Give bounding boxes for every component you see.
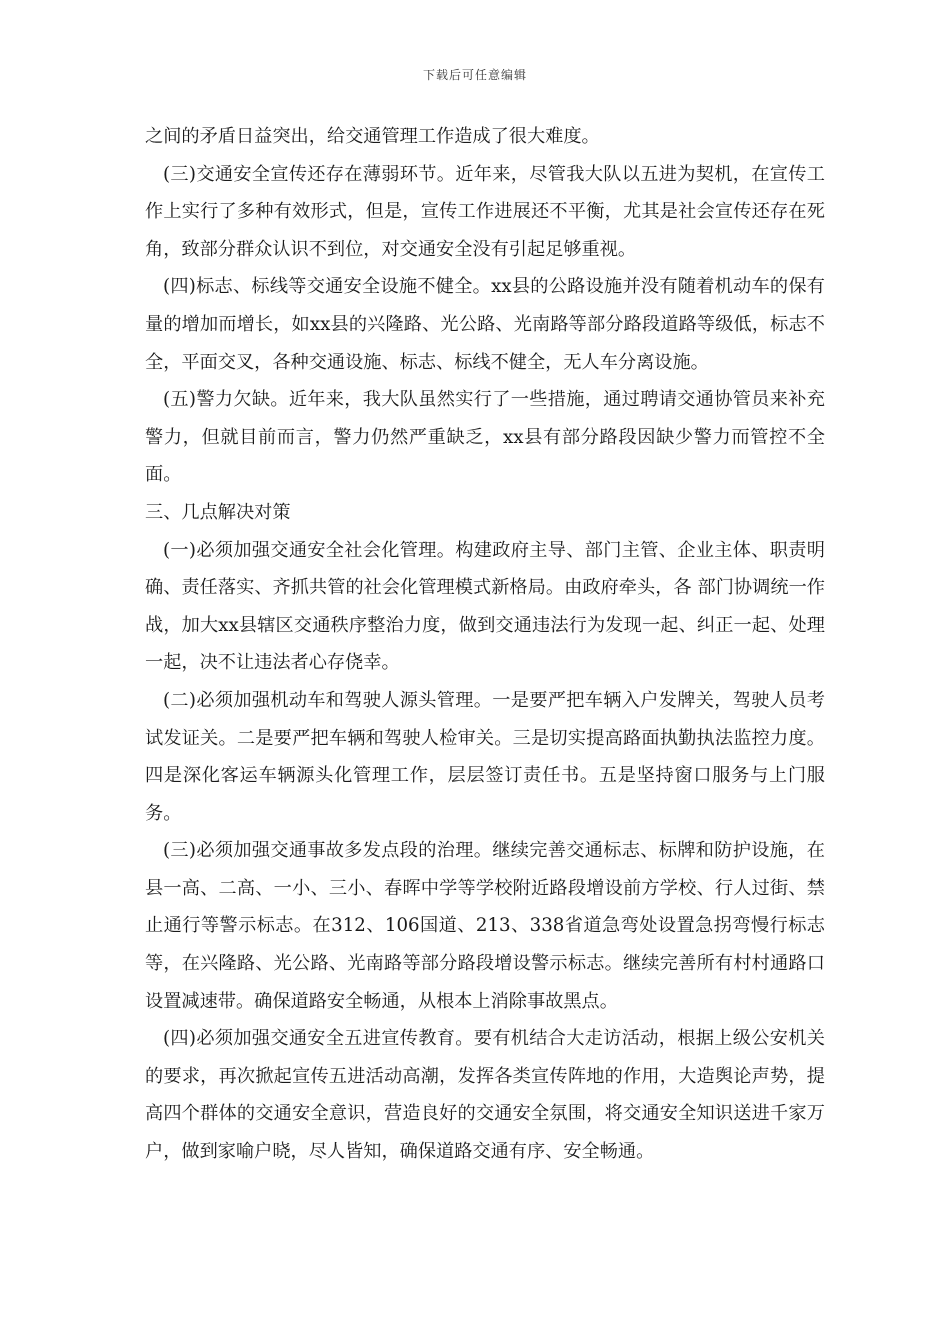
paragraph-continuation: 之间的矛盾日益突出，给交通管理工作造成了很大难度。	[145, 126, 600, 147]
paragraph-section-5: (五)警力欠缺。近年来，我大队虽然实行了一些措施，通过聘请交通协管员来补充警力，但就目前而言，警力仍然严重缺乏，xx县有部分路段因缺少警力而管控不全面。	[145, 389, 825, 486]
paragraph-measure-4: (四)必须加强交通安全五进宣传教育。要有机结合大走访活动，根据上级公安机关的要求，再次掀起宣传五进活动高潮，发挥各类宣传阵地的作用，大造舆论声势，提高四个群体的交通安全意识，营造良好的交通安全氛围，将交通安全知识送进千家万户，做到家喻户晓，尽人皆知，确保道路交通有序、安全畅通。	[145, 1028, 825, 1163]
page-header: 下载后可任意编辑	[422, 68, 527, 82]
section-heading-countermeasures: 三、几点解决对策	[145, 501, 291, 523]
paragraph-section-3: (三)交通安全宣传还存在薄弱环节。近年来，尽管我大队以五进为契机，在宣传工作上实行了多种有效形式，但是，宣传工作进展还不平衡，尤其是社会宣传还存在死角，致部分群众认识不到位，对交通安全没有引起足够重视。	[145, 163, 825, 260]
document-body	[145, 118, 825, 1171]
paragraph-measure-2: (二)必须加强机动车和驾驶人源头管理。一是要严把车辆入户发牌关，驾驶人员考试发证关。二是要严把车辆和驾驶人检审关。三是切实提高路面执勤执法监控力度。四是深化客运车辆源头化管理工作，层层签订责任书。五是坚持窗口服务与上门服务。	[145, 689, 825, 824]
paragraph-measure-3: (三)必须加强交通事故多发点段的治理。继续完善交通标志、标牌和防护设施，在县一高、二高、一小、三小、春晖中学等学校附近路段增设前方学校、行人过街、禁止通行等警示标志。在312、106国道、213、338省道急弯处设置急拐弯慢行标志等，在兴隆路、光公路、光南路等部分路段增设警示标志。继续完善所有村村通路口设置减速带。确保道路安全畅通，从根本上消除事故黑点。	[145, 840, 825, 1012]
paragraph-measure-1: (一)必须加强交通安全社会化管理。构建政府主导、部门主管、企业主体、职责明确、责任落实、齐抓共管的社会化管理模式新格局。由政府牵头，各 部门协调统一作战，加大xx县辖区交通秩序整治力度，做到交通违法行为发现一起、纠正一起、处理一起，决不让违法者心存侥幸。	[145, 539, 825, 674]
paragraph-section-4: (四)标志、标线等交通安全设施不健全。xx县的公路设施并没有随着机动车的保有量的增加而增长，如xx县的兴隆路、光公路、光南路等部分路段道路等级低，标志不全，平面交叉，各种交通设施、标志、标线不健全，无人车分离设施。	[145, 276, 825, 373]
